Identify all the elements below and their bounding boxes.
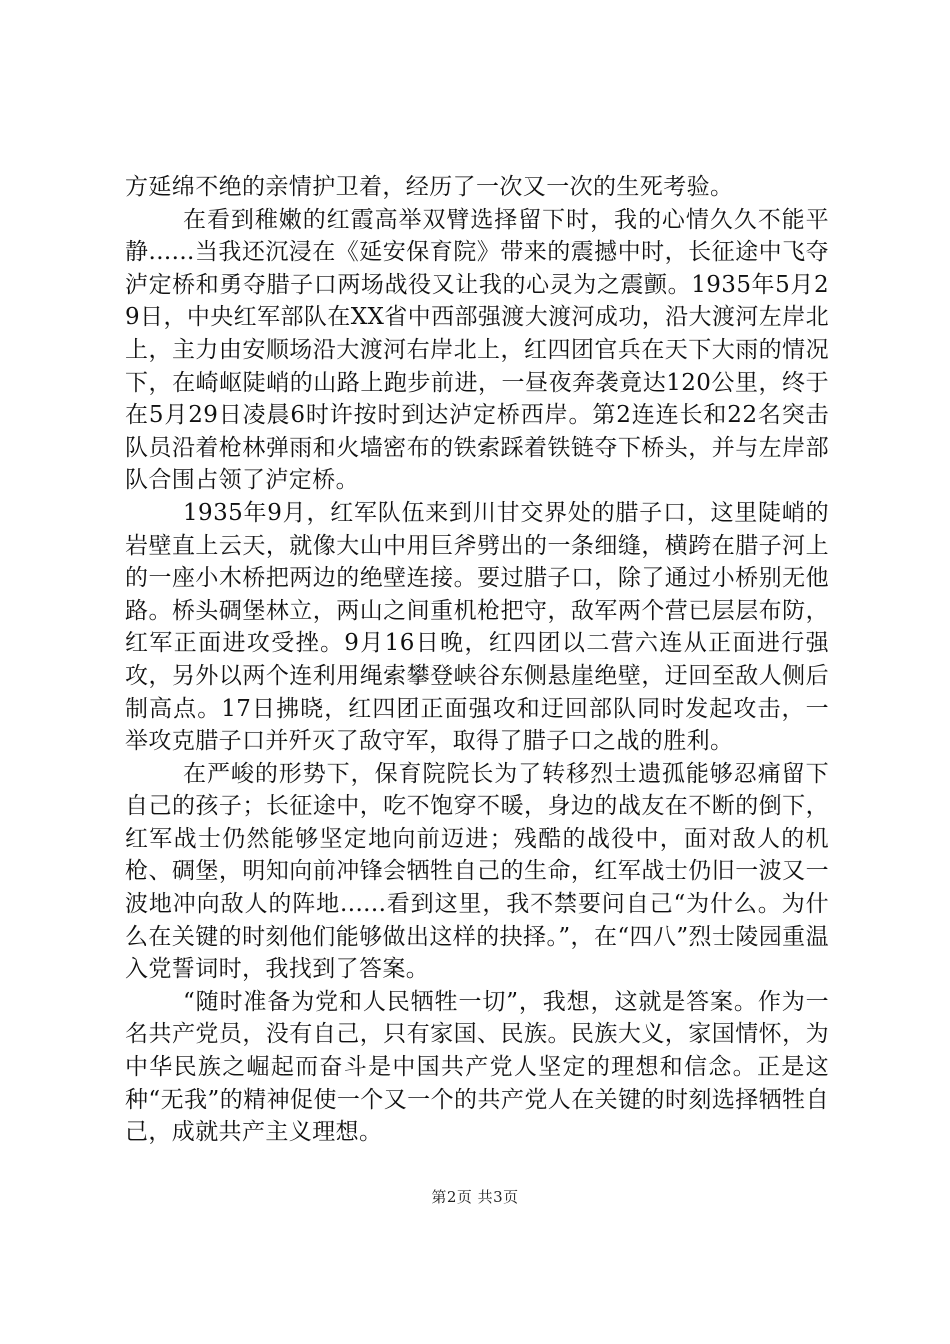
paragraph-4: 在严峻的形势下，保育院院长为了转移烈士遗孤能够忍痛留下自己的孩子；长征途中，吃不饱穿不暖，身边的战友在不断的倒下，红军战士仍然能够坚定地向前迈进；残酷的战役中，面对敌人的机枪、碉堡，明知向前冲锋会牺牲自己的生命，红军战士仍旧一波又一波地冲向敌人的阵地......看到这里，我不禁要问自己“为什么。为什么在关键的时刻他们能够做出这样的抉择。”，在“四八”烈士陵园重温入党誓词时，我找到了答案。 — [125, 760, 829, 983]
paragraph-3: 1935年9月，红军队伍来到川甘交界处的腊子口，这里陡峭的岩壁直上云天，就像大山中用巨斧劈出的一条细缝，横跨在腊子河上的一座小木桥把两边的绝壁连接。要过腊子口，除了通过小桥别无他路。桥头碉堡林立，两山之间重机枪把守，敌军两个营已层层布防，红军正面进攻受挫。9月16日晚，红四团以二营六连从正面进行强攻，另外以两个连利用绳索攀登峡谷东侧悬崖绝壁，迂回至敌人侧后制高点。17日拂晓，红四团正面强攻和迂回部队同时发起攻击，一举攻克腊子口并歼灭了敌守军，取得了腊子口之战的胜利。 — [125, 499, 829, 755]
paragraph-2: 在看到稚嫩的红霞高举双臂选择留下时，我的心情久久不能平静......当我还沉浸在《延安保育院》带来的震撼中时，长征途中飞夺泸定桥和勇夺腊子口两场战役又让我的心灵为之震颤。1935年5月29日，中央红军部队在XX省中西部强渡大渡河成功，沿大渡河左岸北上，主力由安顺场沿大渡河右岸北上，红四团官兵在天下大雨的情况下，在崎岖陡峭的山路上跑步前进，一昼夜奔袭竟达120公里，终于在5月29日凌晨6时许按时到达泸定桥西岸。第2连连长和22名突击队员沿着枪林弹雨和火墙密布的铁索踩着铁链夺下桥头，并与左岸部队合围占领了泸定桥。 — [125, 206, 829, 494]
paragraph-5: “随时准备为党和人民牺牲一切”，我想，这就是答案。作为一名共产党员，没有自己，只有家国、民族。民族大义，家国情怀，为中华民族之崛起而奋斗是中国共产党人坚定的理想和信念。正是这种“无我”的精神促使一个又一个的共产党人在关键的时刻选择牺牲自己，成就共产主义理想。 — [125, 988, 829, 1146]
page-footer: 第2页 共3页 — [431, 1188, 519, 1206]
document-body — [125, 171, 829, 1149]
paragraph-1: 方延绵不绝的亲情护卫着，经历了一次又一次的生死考验。 — [125, 174, 734, 200]
